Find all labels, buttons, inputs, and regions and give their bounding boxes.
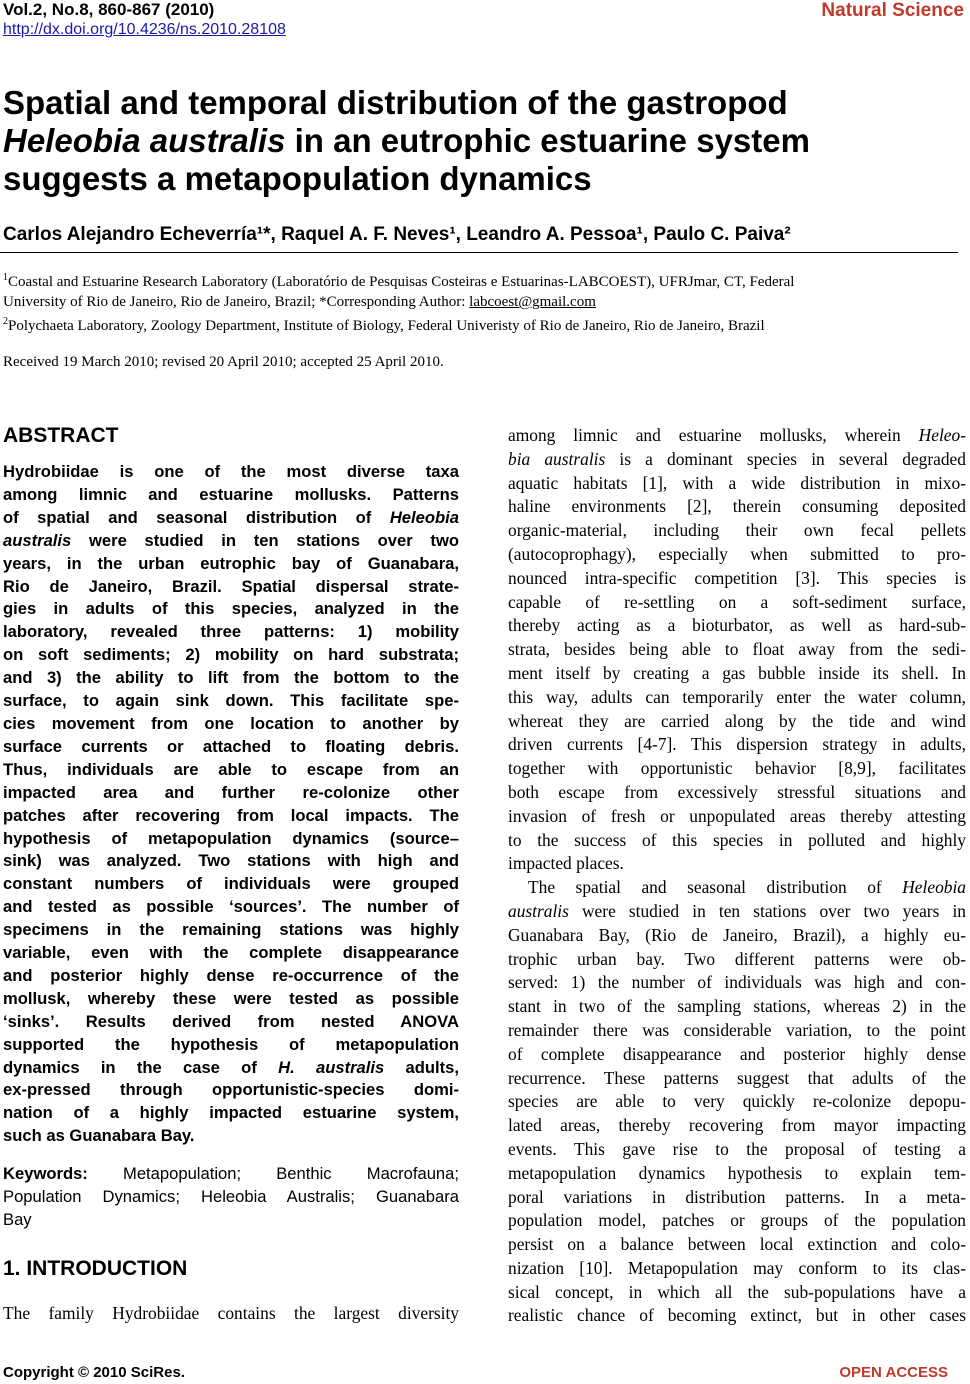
body-line: stant in two of the sampling stations, whereas 2) in the xyxy=(508,996,966,1017)
abstract-line xyxy=(3,507,459,530)
body-line: both escape from excessively stressful situations and xyxy=(508,781,966,802)
body-line: (autocoprophagy), especially when submitted to pro- xyxy=(508,543,966,564)
keywords-line-3: Bay xyxy=(3,1209,32,1229)
abstract-line: Rio de Janeiro, Brazil. Spatial dispersal strate- xyxy=(3,576,459,596)
abstract-line: surface, to again sink down. This facilitate spe- xyxy=(3,691,459,711)
body-line: aquatic habitats [1], with a wide distribution in mixo- xyxy=(508,472,966,493)
body-line: strata, besides being able to float away from the sedi- xyxy=(508,639,966,660)
abstract-species-abbrev: H. australis xyxy=(278,1057,385,1077)
abstract-genus-name: Heleobia xyxy=(389,507,459,527)
body-line: nounced intra-specific competition [3]. This species is xyxy=(508,567,966,588)
body-line-text: were studied in ten stations over two years in xyxy=(568,900,966,921)
body-line: of complete disappearance and posterior highly dense xyxy=(508,1043,966,1064)
received-dates: Received 19 March 2010; revised 20 April 2010; accepted 25 April 2010. xyxy=(3,354,444,370)
abstract-line: ‘sinks’. Results derived from nested ANOVA xyxy=(3,1011,459,1031)
body-line: recurrence. These patterns suggest that adults of the xyxy=(508,1067,966,1088)
introduction-heading: 1. INTRODUCTION xyxy=(3,1257,188,1280)
body-line: realistic chance of becoming extinct, but in other cases xyxy=(508,1305,966,1326)
abstract-line-text: were studied in ten stations over two xyxy=(71,530,459,550)
body-line: driven currents [4-7]. This dispersion strategy in adults, xyxy=(508,734,966,755)
body-line: haline environments [2], therein consuming deposited xyxy=(508,496,966,517)
abstract-line: gies in adults of this species, analyzed in the xyxy=(3,599,459,619)
keywords-line-1 xyxy=(3,1163,459,1186)
body-line: events. This gave rise to the proposal of testing a xyxy=(508,1138,966,1159)
body-line: served: 1) the number of individuals was high and con- xyxy=(508,972,966,993)
corresponding-email-link[interactable]: labcoest@gmail.com xyxy=(469,294,596,310)
abstract-line-text: of spatial and seasonal distribution of xyxy=(3,507,390,527)
abstract-line: variable, even with the complete disappearance xyxy=(3,943,459,963)
body-line: together with opportunistic behavior [8,9], facilitates xyxy=(508,758,966,779)
abstract-line: Hydrobiidae is one of the most diverse taxa xyxy=(3,462,459,481)
abstract-line: supported the hypothesis of metapopulation xyxy=(3,1034,459,1054)
abstract-line: constant numbers of individuals were grouped xyxy=(3,874,459,894)
abstract-line-text: adults, xyxy=(384,1057,459,1077)
abstract-line: such as Guanabara Bay. xyxy=(3,1126,195,1146)
body-line: invasion of fresh or unpopulated areas thereby attesting xyxy=(508,805,966,826)
abstract-line: sink) was analyzed. Two stations with high and xyxy=(3,851,459,871)
body-line: organic-material, including their own fecal pellets xyxy=(508,520,966,541)
abstract-line: specimens in the remaining stations was highly xyxy=(3,920,459,940)
body-line-text: is a dominant species in several degraded xyxy=(605,448,966,469)
abstract-line-text: dynamics in the case of xyxy=(3,1057,279,1077)
abstract-line xyxy=(3,1057,459,1080)
affiliation-1-cont xyxy=(3,292,965,312)
introduction-line: The family Hydrobiidae contains the largest diversity xyxy=(3,1303,459,1323)
paper-title xyxy=(3,84,963,198)
abstract-line: and 3) the ability to lift from the bottom to the xyxy=(3,668,459,688)
body-species-name: bia australis xyxy=(508,448,606,469)
body-line: species are able to very quickly re-colonize depopu- xyxy=(508,1091,966,1112)
body-line: Guanabara Bay, (Rio de Janeiro, Brazil), a highly eu- xyxy=(508,924,966,945)
abstract-line xyxy=(3,530,459,553)
abstract-line: and posterior highly dense re-occurrence of the xyxy=(3,965,459,985)
affiliation-2-marker: 2 xyxy=(3,316,8,327)
body-line: trophic urban bay. Two different patterns were ob- xyxy=(508,948,966,969)
body-line: thereby acting as a bioturbator, as well as hard-sub- xyxy=(508,615,966,636)
affiliation-1 xyxy=(3,268,965,292)
body-line xyxy=(508,876,966,900)
abstract-line: laboratory, revealed three patterns: 1) mobility xyxy=(3,622,459,642)
affiliation-2-text: Polychaeta Laboratory, Zoology Department, Institute of Biology, Federal Univeristy of Rio de Janeiro, Rio de Janeiro, Brazil xyxy=(8,318,765,334)
body-line: remainder there was considerable variation, to the point xyxy=(508,1019,966,1040)
abstract-line: ex-pressed through opportunistic-species domi- xyxy=(3,1080,459,1100)
body-species-name: Heleo- xyxy=(918,425,966,445)
abstract-species-name: australis xyxy=(3,530,72,550)
abstract-line: on soft sediments; 2) mobility on hard substrata; xyxy=(3,645,459,665)
abstract-heading: ABSTRACT xyxy=(3,424,119,447)
right-column-text xyxy=(508,424,966,1328)
affiliation-1-line-a: Coastal and Estuarine Research Laboratory (Laboratório de Pesquisas Costeiras e Estuarinas-LABCOEST), UFRJmar, CT, Federal xyxy=(8,274,795,290)
keywords-line-2: Population Dynamics; Heleobia Australis; Guanabara xyxy=(3,1186,459,1206)
abstract-line: years, in the urban eutrophic bay of Guanabara, xyxy=(3,553,459,573)
body-line-text: The spatial and seasonal distribution of xyxy=(528,877,903,898)
body-line: poral variations in distribution patterns. In a meta- xyxy=(508,1186,966,1207)
copyright-notice: Copyright © 2010 SciRes. xyxy=(3,1364,185,1381)
abstract-line: surface currents or attached to floating debris. xyxy=(3,736,459,756)
abstract-line: impacted area and further re-colonize other xyxy=(3,782,459,802)
abstract-line: patches after recovering from local impacts. The xyxy=(3,805,459,825)
title-line-2 xyxy=(3,122,963,160)
abstract-line: and tested as possible ‘sources’. The number of xyxy=(3,897,459,917)
body-line: ment itself by creating a gas bubble inside its shell. In xyxy=(508,662,966,683)
body-line xyxy=(508,900,966,924)
abstract-line: among limnic and estuarine mollusks. Patterns xyxy=(3,484,459,504)
body-line: capable of re-settling on a soft-sediment surface, xyxy=(508,591,966,612)
body-line: metapopulation dynamics hypothesis to explain tem- xyxy=(508,1162,966,1183)
introduction-body xyxy=(3,1302,459,1326)
author-list: Carlos Alejandro Echeverría¹*, Raquel A. F. Neves¹, Leandro A. Pessoa¹, Paulo C. Paiva² xyxy=(3,224,791,245)
body-line: sical concept, in which all the sub-populations have a xyxy=(508,1281,966,1302)
title-line-2-rest: in an eutrophic estuarine system xyxy=(285,122,810,159)
affiliation-2 xyxy=(3,312,965,336)
body-line xyxy=(508,424,966,448)
body-line: impacted places. xyxy=(508,853,624,874)
body-line: nization [10]. Metapopulation may conform to its clas- xyxy=(508,1257,966,1278)
keywords-text: Metapopulation; Benthic Macrofauna; xyxy=(87,1164,459,1183)
affiliation-1-marker: 1 xyxy=(3,272,8,283)
title-line-3: suggests a metapopulation dynamics xyxy=(3,160,592,197)
open-access-label: OPEN ACCESS xyxy=(839,1364,948,1381)
body-species-name: Heleobia xyxy=(902,877,966,898)
body-line: whereat they are carried along by the tide and wind xyxy=(508,710,966,731)
keywords-label: Keywords: xyxy=(3,1164,88,1183)
affiliation-1-line-b: University of Rio de Janeiro, Rio de Janeiro, Brazil; *Corresponding Author: xyxy=(3,294,470,310)
body-line xyxy=(508,448,966,472)
body-line: population model, patches or groups of the population xyxy=(508,1210,966,1231)
abstract-line: hypothesis of metapopulation dynamics (source– xyxy=(3,828,459,848)
author-divider xyxy=(0,252,958,253)
title-line-1: Spatial and temporal distribution of the gastropod xyxy=(3,84,788,121)
body-line: this way, adults can temporarily enter the water column, xyxy=(508,686,966,707)
journal-volume-info: Vol.2, No.8, 860-867 (2010) xyxy=(3,0,215,19)
keywords xyxy=(3,1163,459,1232)
body-line-text: among limnic and estuarine mollusks, wherein xyxy=(508,425,919,445)
body-line: persist on a balance between local extinction and colo- xyxy=(508,1234,966,1255)
body-line: to the success of this species in polluted and highly xyxy=(508,829,966,850)
body-line: lated areas, thereby recovering from mayor impacting xyxy=(508,1115,966,1136)
abstract-line: Thus, individuals are able to escape from an xyxy=(3,759,459,779)
affiliations xyxy=(3,268,965,336)
abstract-line: nation of a highly impacted estuarine system, xyxy=(3,1103,459,1123)
journal-name: Natural Science xyxy=(821,0,964,21)
title-species-name: Heleobia australis xyxy=(3,122,286,159)
abstract-line: mollusk, whereby these were tested as possible xyxy=(3,988,459,1008)
abstract-body xyxy=(3,461,459,1148)
abstract-line: cies movement from one location to another by xyxy=(3,713,459,733)
body-species-name: australis xyxy=(508,900,569,921)
doi-link[interactable]: http://dx.doi.org/10.4236/ns.2010.28108 xyxy=(3,21,286,38)
